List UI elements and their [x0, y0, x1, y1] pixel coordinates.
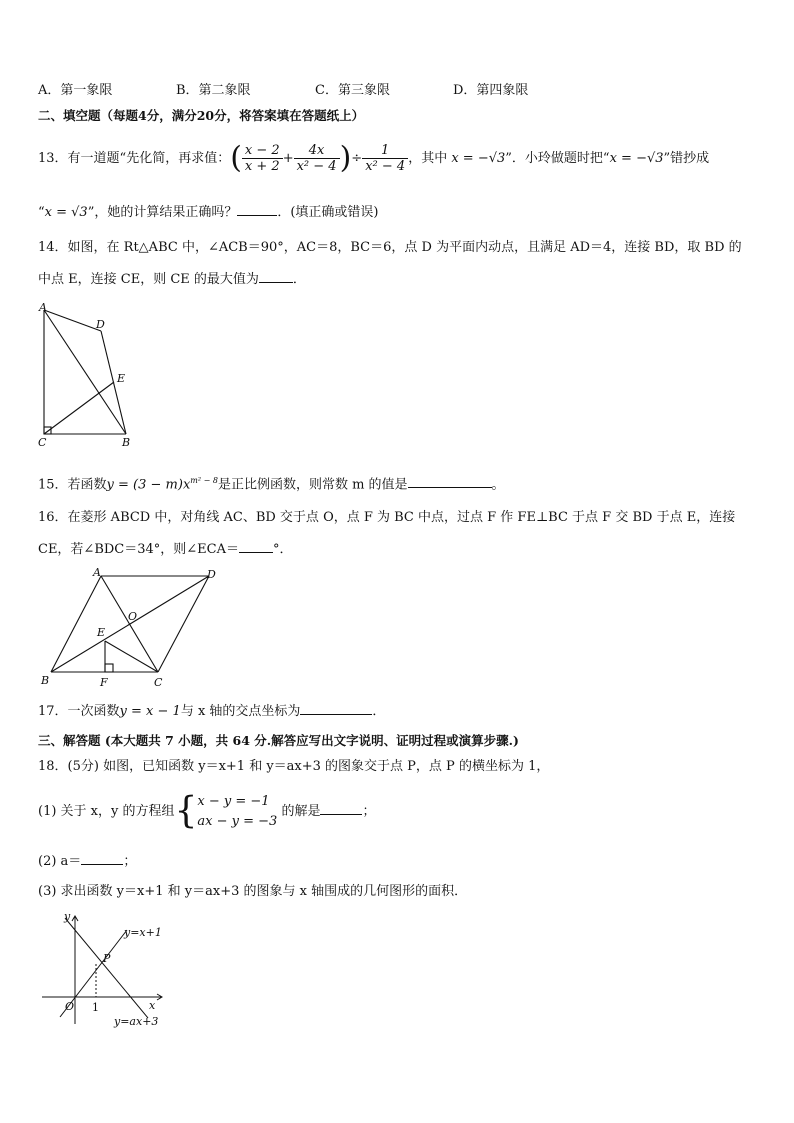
q13-frac1: $\frac{x - 2}{x + 2}$	[242, 143, 283, 174]
q18-label-p: P	[103, 952, 111, 965]
q14-label-b: B	[122, 436, 131, 449]
q16-label-a: A	[93, 566, 101, 579]
q17-expr: y = x − 1	[119, 704, 181, 719]
q13-answer-blank[interactable]	[237, 203, 277, 216]
q18-line1: 18．(5分) 如图，已知函数 y＝x+1 和 y＝ax+3 的图象交于点 P，点 P 的横坐标为 1，	[38, 759, 550, 774]
q13-tail: ”错抄成	[663, 151, 710, 166]
section3-title: 三、解答题 (本大题共 7 小题，共 64 分.解答应写出文字说明、证明过程或演算步骤.)	[38, 733, 519, 748]
q18-part1: (1) 关于 x，y 的方程组{ x − y = −1 ax − y = −3 的解是 ；	[38, 790, 376, 832]
q16-label-c: C	[154, 676, 163, 689]
q16-label-d: D	[207, 568, 216, 581]
q13-line2: “x = √3”，她的计算结果正确吗？ ．(填正确或错误)	[38, 205, 379, 220]
q14-line2: 中点 E，连接 CE，则 CE 的最大值为 ．	[38, 272, 306, 287]
q18-label-y: y	[64, 910, 71, 923]
q18-label-x: x	[149, 999, 156, 1012]
q15-answer-blank[interactable]	[408, 475, 492, 488]
q15-line: 15．若函数$y = (3 - m)x^{m^2 - 8}$是正比例函数，则常数 m 的值是 。	[38, 476, 505, 493]
q16-label-f: F	[100, 676, 108, 689]
q18-system: x − y = −1 ax − y = −3	[197, 793, 278, 829]
q14-figure	[34, 300, 144, 452]
q15-exp: m² − 8	[190, 476, 218, 485]
q13-frac2: $\frac{4x}{\text{x² − 4}}$	[294, 143, 340, 174]
q13-mid2: ”．小玲做题时把“	[505, 151, 610, 166]
q14-label-c: C	[38, 436, 47, 449]
q18-graph	[38, 906, 178, 1030]
q16-answer-blank[interactable]	[239, 540, 273, 553]
option-b: B．第二象限	[176, 83, 251, 98]
q16-line1: 16．在菱形 ABCD 中，对角线 AC、BD 交于点 O，点 F 为 BC 中点，过点 F 作 FE⊥BC 于点 F 交 BD 于点 E，连接	[38, 510, 736, 525]
q13-line2-expr: x = √3	[44, 205, 88, 220]
q16-label-e: E	[97, 626, 106, 639]
q13-plus: +	[282, 151, 294, 166]
q18-part3: (3) 求出函数 y＝x+1 和 y＝ax+3 的图象与 x 轴围成的几何图形的面积．	[38, 884, 468, 899]
q13-cond: x = −√3	[451, 151, 506, 166]
q16-label-b: B	[41, 674, 50, 687]
q13-wrong: x = −√3	[609, 151, 664, 166]
q17-line: 17．一次函数y = x − 1与 x 轴的交点坐标为 ．	[38, 704, 386, 719]
q16-label-o: O	[128, 610, 138, 623]
q14-label-a: A	[39, 301, 47, 314]
q13-rparen: )	[339, 140, 352, 176]
q18-label-line2: y=ax+3	[114, 1015, 159, 1028]
q17-answer-blank[interactable]	[300, 702, 372, 715]
q13-div: ÷	[351, 151, 363, 166]
q18-label-one: 1	[92, 1001, 99, 1014]
q16-line2: CE，若∠BDC＝34°，则∠ECA＝ °．	[38, 542, 293, 557]
q16-figure	[38, 564, 228, 690]
q13-line1	[38, 140, 709, 178]
q14-answer-blank[interactable]	[259, 270, 293, 283]
q14-label-d: D	[96, 318, 105, 331]
q18-label-line1: y=x+1	[124, 926, 162, 939]
q18-p2-blank[interactable]	[81, 852, 123, 865]
section2-title: 二、填空题（每题4分，满分20分，将答案填在答题纸上）	[38, 108, 365, 123]
q13-lead: 13．有一道题“先化简，再求值：	[38, 151, 231, 166]
option-a: A．第一象限	[38, 83, 113, 98]
q18-part2: (2) a＝ ；	[38, 854, 137, 869]
q13-lparen: (	[230, 140, 242, 176]
q15-expr: y = (3 − m)x	[106, 477, 191, 493]
option-d: D．第四象限	[453, 83, 529, 98]
q18-p1-blank[interactable]	[320, 802, 362, 815]
q14-line1: 14．如图，在 Rt△ABC 中，∠ACB＝90°，AC＝8，BC＝6，点 D 为平面内动点，且满足 AD＝4，连接 BD，取 BD 的	[38, 240, 742, 255]
q14-label-e: E	[117, 372, 126, 385]
q18-brace: {	[174, 790, 198, 832]
option-c: C．第三象限	[315, 83, 390, 98]
q13-frac3: $\frac{1}{\text{x² − 4}}$	[362, 143, 408, 174]
q18-label-origin: O	[65, 1000, 75, 1013]
q13-mid: ，其中	[408, 151, 448, 166]
